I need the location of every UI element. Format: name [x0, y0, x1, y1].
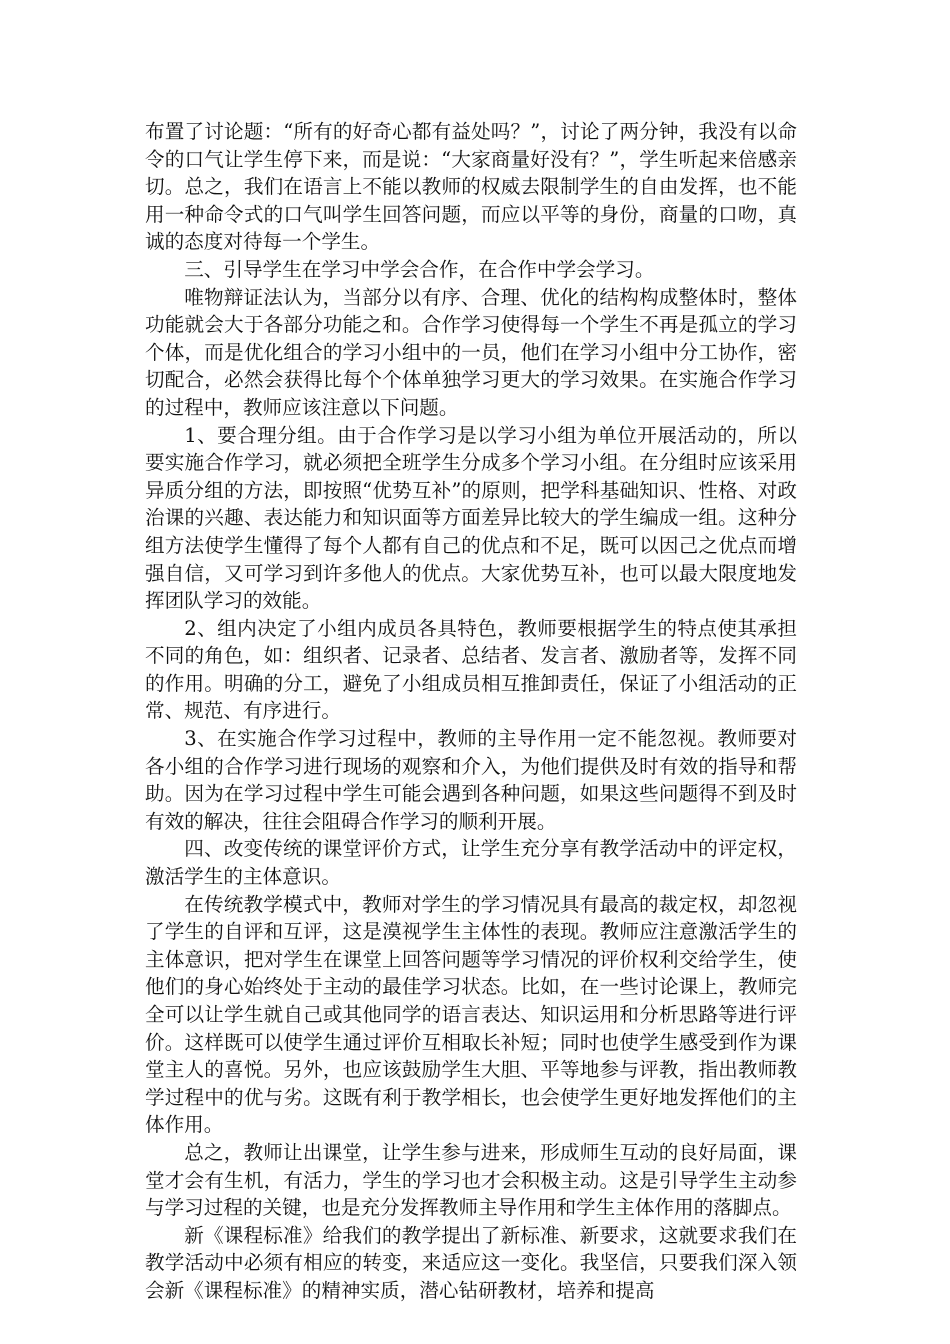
paragraph-discussion-example: 布置了讨论题：“所有的好奇心都有益处吗？”，讨论了两分钟，我没有以命令的口气让学生停下来，而是说：“大家商量好没有？”，学生听起来倍感亲切。总之，我们在语言上不能以教师的权威去限制学生的自由发挥，也不能用一种命令式的口气叫学生回答问题，而应以平等的身份，商量的口吻，真诚的态度对待每一个学生。 — [145, 120, 797, 254]
section-heading-evaluation: 四、改变传统的课堂评价方式，让学生充分享有教学活动中的评定权，激活学生的主体意识。 — [145, 837, 797, 889]
paragraph-dialectics: 唯物辩证法认为，当部分以有序、合理、优化的结构构成整体时，整体功能就会大于各部分功能之和。合作学习使得每一个学生不再是孤立的学习个体，而是优化组合的学习小组中的一员，他们在学习小组中分工协作，密切配合，必然会获得比每个个体单独学习更大的学习效果。在实施合作学习的过程中，教师应该注意以下问题。 — [145, 285, 797, 419]
paragraph-new-standards: 新《课程标准》给我们的教学提出了新标准、新要求，这就要求我们在教学活动中必须有相应的转变，来适应这一变化。我坚信，只要我们深入领会新《课程标准》的精神实质，潜心钻研教材，培养和提高 — [145, 1223, 797, 1302]
document-body — [145, 118, 797, 1305]
paragraph-point-2-roles: 2、组内决定了小组内成员各具特色，教师要根据学生的特点使其承担不同的角色，如：组织者、记录者、总结者、发言者、激励者等，发挥不同的作用。明确的分工，避免了小组成员相互推卸责任，保证了小组活动的正常、规范、有序进行。 — [145, 616, 797, 723]
paragraph-point-1-grouping: 1、要合理分组。由于合作学习是以学习小组为单位开展活动的，所以要实施合作学习，就必须把全班学生分成多个学习小组。在分组时应该采用异质分组的方法，即按照“优势互补”的原则，把学科基础知识、性格、对政治课的兴趣、表达能力和知识面等方面差异比较大的学生编成一组。这种分组方法使学生懂得了每个人都有自己的优点和不足，既可以因己之优点而增强自信，又可学习到许多他人的优点。大家优势互补，也可以最大限度地发挥团队学习的效能。 — [145, 423, 797, 613]
paragraph-traditional-model: 在传统教学模式中，教师对学生的学习情况具有最高的裁定权，却忽视了学生的自评和互评，这是漠视学生主体性的表现。教师应注意激活学生的主体意识，把对学生在课堂上回答问题等学习情况的评价权利交给学生，使他们的身心始终处于主动的最佳学习状态。比如，在一些讨论课上，教师完全可以让学生就自己或其他同学的语言表达、知识运用和分析思路等进行评价。这样既可以使学生通过评价互相取长补短；同时也使学生感受到作为课堂主人的喜悦。另外，也应该鼓励学生大胆、平等地参与评教，指出教师教学过程中的优与劣。这既有利于教学相长，也会使学生更好地发挥他们的主体作用。 — [145, 892, 797, 1137]
paragraph-point-3-teacher-guidance: 3、在实施合作学习过程中，教师的主导作用一定不能忽视。教师要对各小组的合作学习进行现场的观察和介入，为他们提供及时有效的指导和帮助。因为在学习过程中学生可能会遇到各种问题，如果这些问题得不到及时有效的解决，往往会阻碍合作学习的顺利开展。 — [145, 727, 797, 833]
paragraph-summary: 总之，教师让出课堂，让学生参与进来，形成师生互动的良好局面，课堂才会有生机，有活力，学生的学习也才会积极主动。这是引导学生主动参与学习过程的关键，也是充分发挥教师主导作用和学生主体作用的落脚点。 — [145, 1140, 797, 1220]
section-heading-cooperation: 三、引导学生在学习中学会合作，在合作中学会学习。 — [184, 257, 655, 281]
